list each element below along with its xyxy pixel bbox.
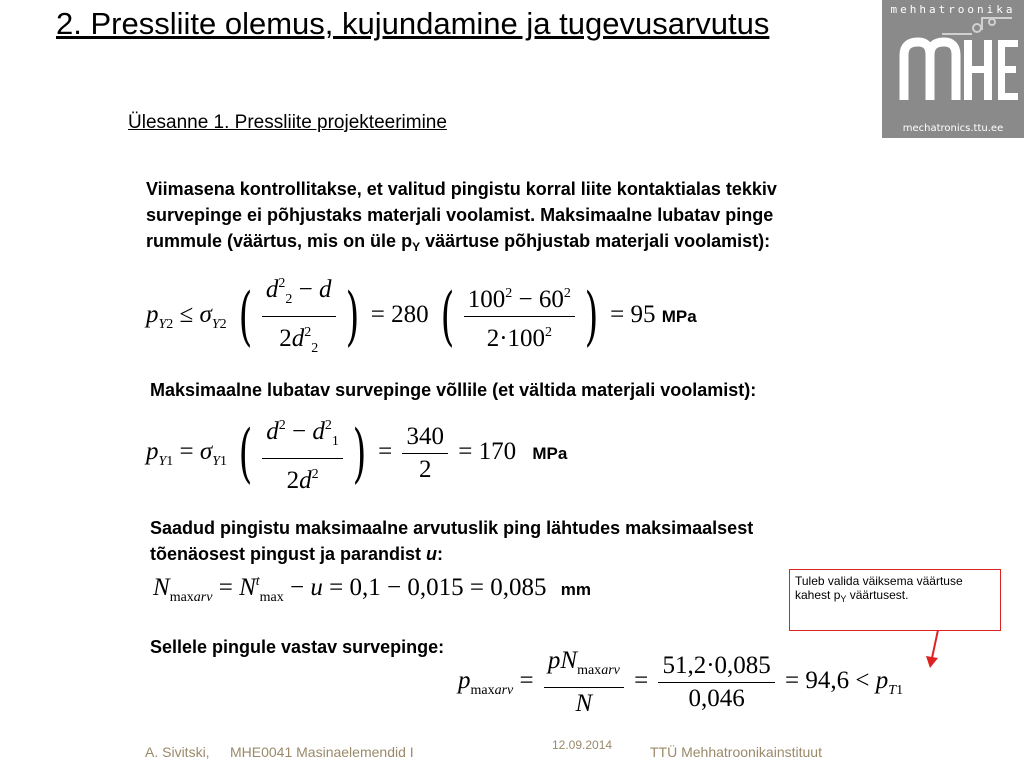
- eq1-result: 95: [630, 301, 656, 329]
- footer-course: MHE0041 Masinaelemendid I: [230, 744, 414, 760]
- eq2-unit: MPa: [532, 444, 568, 464]
- intro-line-2: survepinge ei põhjustaks materjali voolamist. Maksimaalne lubatav pinge: [146, 205, 774, 225]
- equation-shaft-stress: $p_{Y1} = \sigma_{Y1}$ ( $\frac{d^2 - d^2_1}{2d^2}$ ) = $\frac{340}{2}$ = 170 MPa: [146, 416, 568, 494]
- intro-line-3: rummule (väärtus, mis on üle $p_Y$ väärtuse põhjustab materjali voolamist):: [146, 231, 771, 254]
- equation-interference: $N_{maxarv} = N^t_{max} - u = 0,1 - 0,015 = 0,085$ mm: [153, 574, 591, 605]
- mhe-logo-icon: [882, 0, 1024, 138]
- footer-date: 12.09.2014: [552, 738, 613, 752]
- eq4-result: 94,6: [805, 667, 850, 695]
- interference-line-2: tõenäosest pingust ja parandist u:: [150, 544, 444, 564]
- slide-title: 2. Pressliite olemus, kujundamine ja tugevusarvutus: [56, 6, 770, 41]
- logo-bottom-text: mechatronics.ttu.ee: [902, 123, 1004, 134]
- eq1-unit: MPa: [661, 307, 697, 327]
- slide-subtitle: Ülesanne 1. Pressliite projekteerimine: [128, 112, 447, 133]
- eq3-unit: mm: [560, 580, 591, 599]
- intro-paragraph: [146, 176, 966, 260]
- eq3-result: 0,085: [490, 574, 547, 601]
- equation-pressure: $p_{maxarv}$ = $\frac{pN_{maxarv}}{N}$ = $\frac{51,2\cdot 0,085}{0,046}$ = $94,6 < p_{T1}$: [458, 647, 904, 717]
- equation-hub-stress: $p_{Y2} \le \sigma_{Y2}$ ( $\frac{d^2_2 - d}{2d^2_2}$ ) = 280 ( $\frac{100^2 - 60^2}{2\cdot 100^2}$ ) = 95 MPa: [146, 276, 697, 356]
- interference-paragraph: [150, 515, 950, 567]
- interference-line-1: Saadud pingistu maksimaalne arvutuslik ping lähtudes maksimaalsest: [150, 518, 754, 538]
- shaft-paragraph: Maksimaalne lubatav survepinge võllile (et vältida materjali voolamist):: [150, 380, 757, 400]
- eq2-result: 170: [478, 438, 517, 466]
- intro-line-1: Viimasena kontrollitakse, et valitud pingistu korral liite kontaktialas tekkiv: [146, 179, 777, 199]
- mechatronics-logo: [882, 0, 1024, 138]
- note-box: Tuleb valida väiksema väärtuse kahest $p_Y$ väärtusest.: [789, 569, 1001, 631]
- pressure-paragraph: Sellele pingule vastav survepinge:: [150, 637, 445, 657]
- footer-institute: TTÜ Mehhatroonikainstituut: [650, 744, 822, 760]
- note-arrow-icon: [918, 628, 948, 670]
- logo-top-text: mehhatroonika: [890, 3, 1016, 16]
- footer-author: A. Sivitski,: [145, 744, 210, 760]
